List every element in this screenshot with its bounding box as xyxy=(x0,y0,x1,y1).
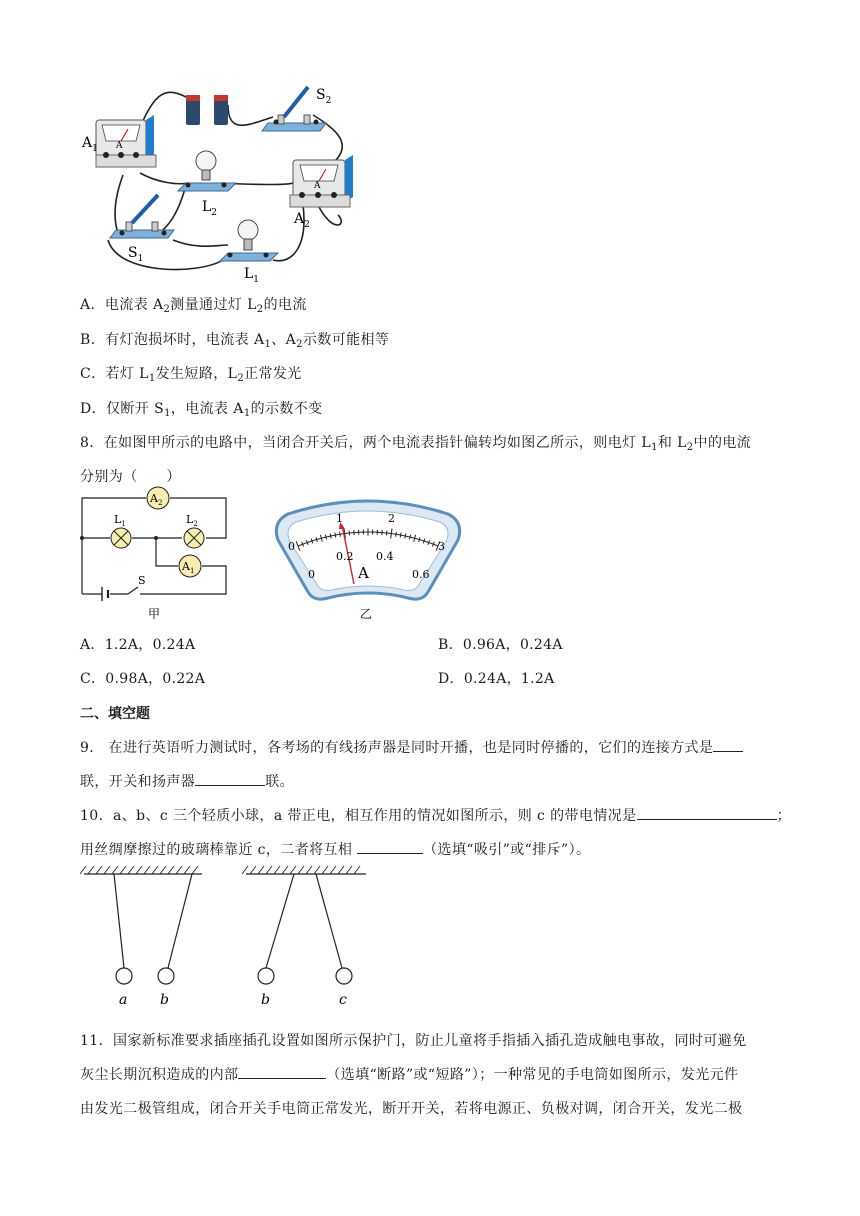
q7-circuit-figure xyxy=(78,75,378,290)
q8-circuit-diagram xyxy=(78,486,238,624)
q9-blank-1[interactable] xyxy=(713,737,743,752)
q8-stem-line1: 8．在如图甲所示的电路中，当闭合开关后，两个电流表指针偏转均如图乙所示，则电灯 $L_1$和 $L_2$中的电流 xyxy=(80,435,752,453)
ceiling-hatch xyxy=(160,866,166,874)
q8-option-a[interactable]: A．1.2A，0.24A xyxy=(80,637,196,653)
ball-a-label: a xyxy=(119,992,128,1008)
ceiling-hatch xyxy=(314,866,320,874)
q8-stem-line2: 分别为（ ） xyxy=(80,469,181,485)
ceiling-hatch xyxy=(80,866,86,874)
section-title: 二、填空题 xyxy=(80,706,150,722)
s1-label: $S_1$ xyxy=(128,245,144,264)
ceiling-hatch xyxy=(338,866,344,874)
q8-option-d[interactable]: D．0.24A，1.2A xyxy=(438,671,555,687)
ceiling-hatch xyxy=(192,866,198,874)
l1-label: $L_1$ xyxy=(244,266,260,285)
q11-blank-1[interactable] xyxy=(238,1064,326,1079)
ceiling-hatch xyxy=(152,866,158,874)
dial-top-2: 2 xyxy=(388,512,395,525)
q7-option-b[interactable]: B．有灯泡损坏时，电流表 $A_1$、$A_2$示数可能相等 xyxy=(80,332,390,350)
ceiling-hatch xyxy=(242,866,248,874)
dial-top-1: 1 xyxy=(336,512,343,525)
q8-l2-label: $L_2$ xyxy=(186,513,198,528)
ball-c-label: c xyxy=(339,992,347,1008)
ceiling-hatch xyxy=(282,866,288,874)
dial-bottom-0.2: 0.2 xyxy=(336,550,354,563)
ceiling-hatch xyxy=(168,866,174,874)
q8-option-c[interactable]: C．0.98A，0.22A xyxy=(80,671,206,687)
ceiling-hatch xyxy=(96,866,102,874)
dial-top-0: 0 xyxy=(288,540,295,553)
a1-label: $A_1$ xyxy=(82,135,98,154)
ceiling-hatch xyxy=(354,866,360,874)
ceiling-hatch xyxy=(144,866,150,874)
q9-line2: 联，开关和扬声器 联。 xyxy=(80,771,294,791)
ceiling-hatch xyxy=(112,866,118,874)
q8-a2-label: $A_2$ xyxy=(150,492,163,507)
ceiling-hatch xyxy=(250,866,256,874)
q11-line2: 灰尘长期沉积造成的内部 （选填“断路”或“短路”）；一种常见的手电筒如图所示，发光元件 xyxy=(80,1064,738,1084)
q10-line1: 10．a、b、c 三个轻质小球，a 带正电，相互作用的情况如图所示，则 c 的带电情况是 ； xyxy=(80,805,791,825)
a2-label: $A_2$ xyxy=(294,211,310,230)
q11-line3: 由发光二极管组成，闭合开关手电筒正常发光，断开开关，若将电源正、负极对调，闭合开关，发光二极 xyxy=(80,1101,743,1117)
q10-pendulum-figure xyxy=(80,866,380,1014)
q8-ammeter-dial xyxy=(268,492,468,624)
dial-bottom-0.4: 0.4 xyxy=(376,550,394,563)
q8-l1-label: $L_1$ xyxy=(114,513,126,528)
ceiling-hatch xyxy=(298,866,304,874)
ceiling-hatch xyxy=(136,866,142,874)
q8-option-b[interactable]: B．0.96A，0.24A xyxy=(438,637,563,653)
ceiling-hatch xyxy=(322,866,328,874)
l2-label: $L_2$ xyxy=(202,199,218,218)
ceiling-hatch xyxy=(266,866,272,874)
q10-blank-1[interactable] xyxy=(637,805,777,820)
a2-meter-face-label: A xyxy=(314,181,321,191)
q7-option-a[interactable]: A．电流表 $A_2$测量通过灯 $L_2$的电流 xyxy=(80,297,307,315)
ceiling-hatch xyxy=(88,866,94,874)
q10-line2: 用丝绸摩擦过的玻璃棒靠近 c，二者将互相 （选填“吸引”或“排斥”）。 xyxy=(80,839,590,859)
q8-fig-jia-caption: 甲 xyxy=(148,607,161,621)
ball-b-label-2: b xyxy=(261,992,270,1008)
ceiling-hatch xyxy=(128,866,134,874)
ceiling-hatch xyxy=(176,866,182,874)
ceiling-hatch xyxy=(120,866,126,874)
dial-unit: A xyxy=(358,564,369,582)
q7-option-d[interactable]: D．仅断开 $S_1$，电流表 $A_1$的示数不变 xyxy=(80,401,323,419)
q9-line1: 9． 在进行英语听力测试时，各考场的有线扬声器是同时开播，也是同时停播的，它们的连接方式是 xyxy=(80,737,743,757)
ceiling-hatch xyxy=(290,866,296,874)
s2-label: $S_2$ xyxy=(316,87,332,106)
ceiling-hatch xyxy=(274,866,280,874)
q7-option-c[interactable]: C．若灯 $L_1$发生短路，$L_2$正常发光 xyxy=(80,366,302,384)
ceiling-hatch xyxy=(330,866,336,874)
dial-top-3: 3 xyxy=(438,540,445,553)
q10-blank-2[interactable] xyxy=(357,839,423,854)
ceiling-hatch xyxy=(184,866,190,874)
q8-fig-yi-caption: 乙 xyxy=(360,607,373,621)
q8-switch-label: S xyxy=(138,574,146,587)
ceiling-hatch xyxy=(104,866,110,874)
dial-bottom-0: 0 xyxy=(308,568,315,581)
dial-bottom-0.6: 0.6 xyxy=(412,568,430,581)
q11-line1: 11．国家新标准要求插座插孔设置如图所示保护门，防止儿童将手指插入插孔造成触电事故，同时可避免 xyxy=(80,1033,747,1049)
ceiling-hatch xyxy=(258,866,264,874)
ball-b-label-1: b xyxy=(160,992,169,1008)
ceiling-hatch xyxy=(306,866,312,874)
q9-blank-2[interactable] xyxy=(195,771,265,786)
q8-a1-label: $A_1$ xyxy=(182,560,195,575)
ceiling-hatch xyxy=(346,866,352,874)
a1-meter-face-label: A xyxy=(116,141,123,151)
